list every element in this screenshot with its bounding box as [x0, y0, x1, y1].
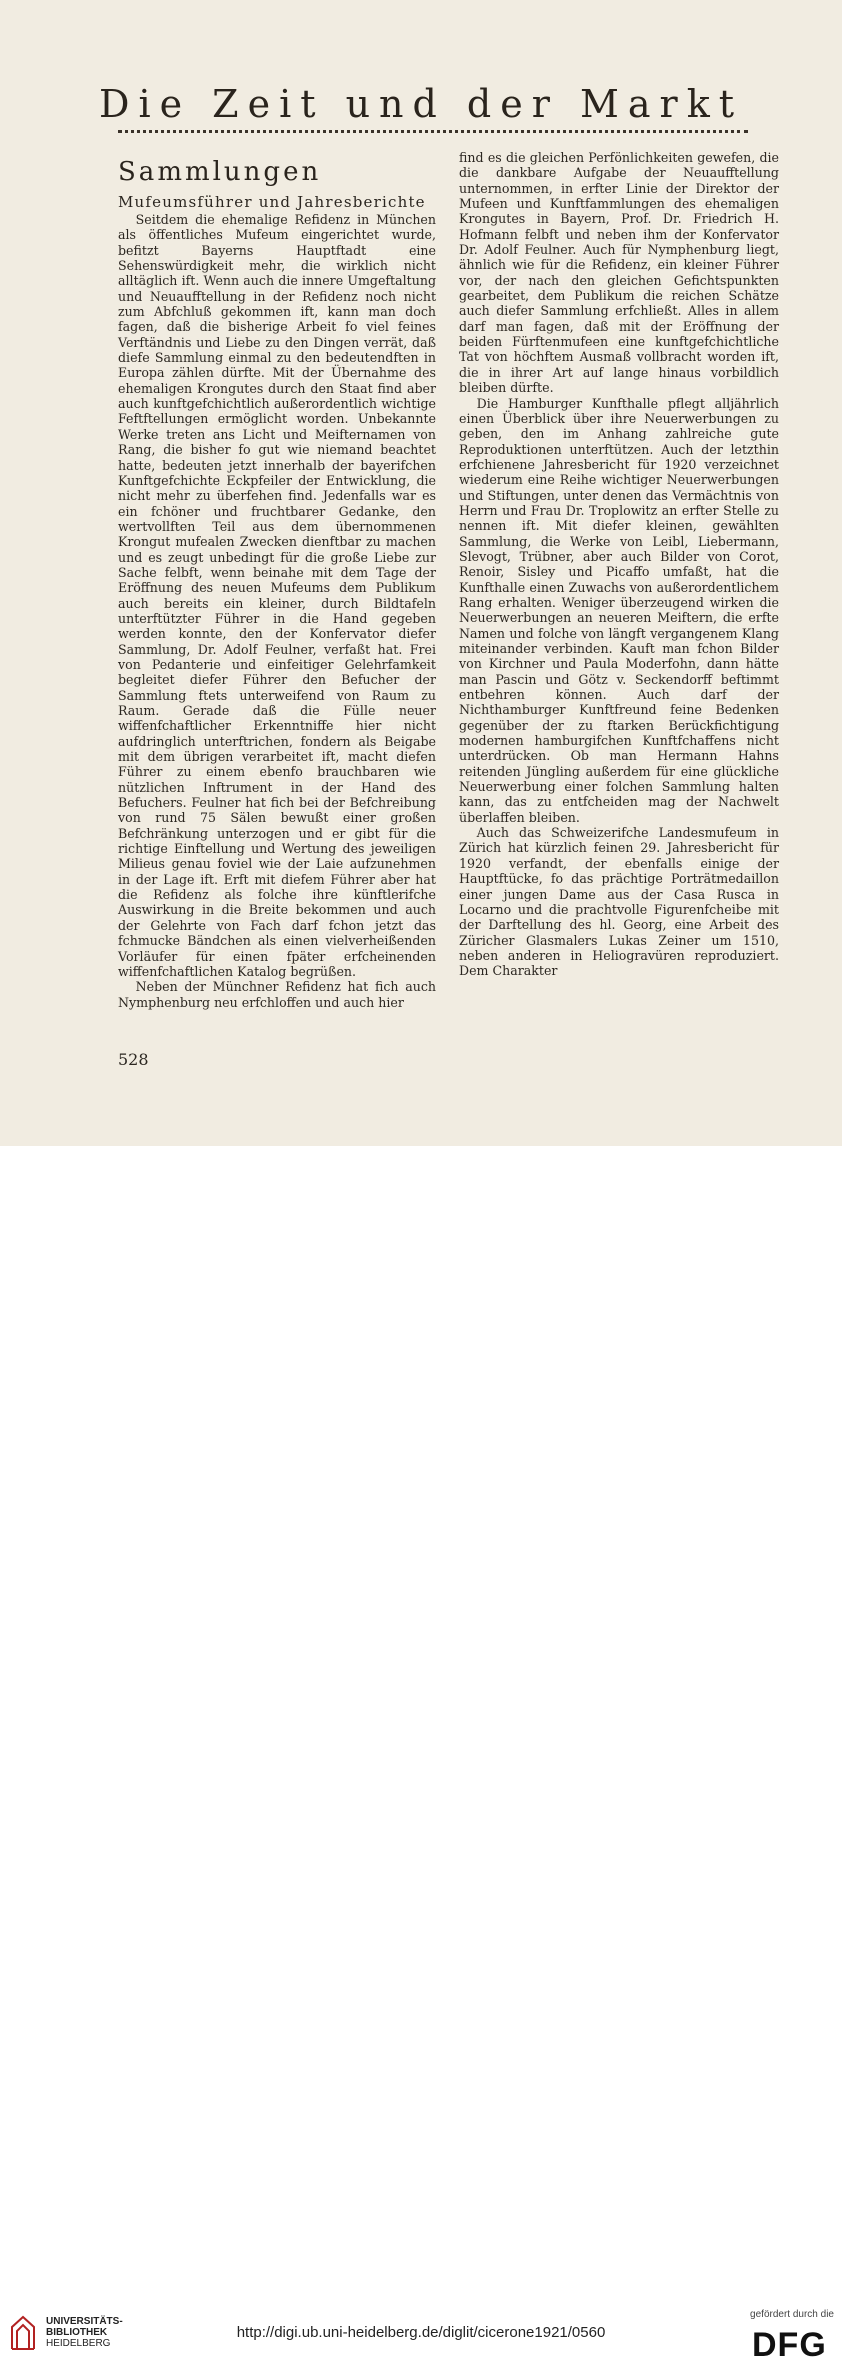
- footer-bar: [0, 1146, 842, 2364]
- digital-copy-url[interactable]: http://digi.ub.uni-heidelberg.de/diglit/cicerone1921/0560: [236, 2324, 606, 2341]
- funding-note: gefördert durch die: [750, 2309, 834, 2320]
- left-column: [118, 150, 436, 1010]
- paragraph: Auch das Schweizerifche Landesmufeum in Zürich hat kürzlich feinen 29. Jahresbericht für 1920 verfandt, der ebenfalls einige der Hauptftücke, fo das prächtige Porträtmedaillon einer jungen Dame aus der Casa Rusca in Locarno und die prachtvolle Figurenfcheibe mit der Darftellung des hl. Georg, eine Arbeit des Züricher Glasmalers Lukas Zeiner um 1510, neben anderen in Heliogravüren reproduziert. Dem Charakter: [459, 825, 779, 979]
- page-number: 528: [118, 1050, 149, 1069]
- paragraph: find es die gleichen Perfönlichkeiten gewefen, die die dankbare Aufgabe der Neuaufftellung unternommen, in erfter Linie der Direktor der Mufeen und Kunftfammlungen des ehemaligen Krongutes in Bayern, Prof. Dr. Friedrich H. Hofmann felbft und neben ihm der Konfervator Dr. Adolf Feulner. Auch für Nymphenburg liegt, ähnlich wie für die Refidenz, ein kleiner Führer vor, der nach den gleichen Gefichtspunkten gearbeitet, dem Publikum die reichen Schätze auch diefer Sammlung erfchließt. Alles in allem darf man fagen, daß mit der Eröffnung der beiden Fürftenmufeen eine kunftgefchichtliche Tat von höchftem Ausmaß vollbracht worden ift, die in ihrer Art auf lange hinaus vorbildlich bleiben dürfte.: [459, 150, 779, 396]
- institution-line: UNIVERSITÄTS-: [46, 2316, 123, 2327]
- dfg-logo: DFG: [752, 2326, 827, 2364]
- paragraph: Seitdem die ehemalige Refidenz in München als öffentliches Mufeum eingerichtet wurde, befitzt Bayerns Hauptftadt eine Sehenswürdigkeit mehr, die wirklich nicht alltäglich ift. Wenn auch die innere Umgeftaltung und Neuaufftellung in der Refidenz noch nicht zum Abfchluß gekommen ift, kann man doch fagen, daß die bisherige Arbeit fo viel feines Verftändnis und Liebe zu den Dingen verrät, daß diefe Sammlung einmal zu den bedeutendften in Europa zählen dürfte. Mit der Übernahme des ehemaligen Krongutes durch den Staat find aber auch kunftgefchichtlich außerordentlich wichtige Feftftellungen ermöglicht worden. Unbekannte Werke treten ans Licht und Meifternamen von Rang, die bisher fo gut wie niemand beachtet hatte, bedeuten jetzt innerhalb der bayerifchen Kunftgefchichte Eckpfeiler der Entwicklung, die nicht mehr zu überfehen find. Jedenfalls war es ein fchöner und fruchtbarer Gedanke, den wertvollften Teil aus dem übernommenen Krongut mufealen Zwecken dienftbar zu machen und es zeugt unbedingt für die große Liebe zur Sache felbft, wenn beinahe mit dem Tage der Eröffnung des neuen Mufeums dem Publikum auch bereits ein kleiner, durch Bildtafeln unterftützter Führer in die Hand gegeben werden konnte, den der Konfervator diefer Sammlung, Dr. Adolf Feulner, verfaßt hat. Frei von Pedanterie und einfeitiger Gelehrfamkeit begleitet diefer Führer den Befucher der Sammlung ftets unterweifend von Raum zu Raum. Gerade daß die Fülle neuer wiffenfchaftlicher Erkenntniffe hier nicht aufdringlich unterftrichen, fondern als Beigabe mit dem übrigen verarbeitet ift, macht diefen Führer zu einem ebenfo brauchbaren wie nützlichen Inftrument in der Hand des Befuchers. Feulner hat fich bei der Befchreibung von rund 75 Sälen bewußt einer großen Befchränkung unterzogen und er gibt für die richtige Einftellung und Wertung des jeweiligen Milieus genau foviel wie der Laie aufzunehmen in der Lage ift. Erft mit diefem Führer aber hat die Refidenz als folche ihre künftlerifche Auswirkung in die Breite bekommen und auch der Gelehrte von Fach darf fchon jetzt das fchmucke Bändchen als einen vielverheißenden Vorläufer für einen fpäter erfcheinenden wiffenfchaftlichen Katalog begrüßen.: [118, 212, 436, 979]
- institution-line: BIBLIOTHEK: [46, 2327, 108, 2338]
- running-header-title: Die Zeit und der Markt: [98, 82, 744, 126]
- paragraph: Neben der Münchner Refidenz hat fich auch Nymphenburg neu erfchloffen und auch hier: [118, 979, 436, 1010]
- section-title: Sammlungen: [118, 157, 322, 187]
- header-dotted-rule: [118, 130, 748, 136]
- institution-line: HEIDELBERG: [46, 2338, 111, 2349]
- section-subtitle: Mufeumsführer und Jahresberichte: [118, 193, 426, 211]
- scanned-page: [0, 0, 842, 1146]
- right-column: [459, 150, 779, 979]
- paragraph: Die Hamburger Kunfthalle pflegt alljährlich einen Überblick über ihre Neuerwerbungen zu geben, den im Anhang zahlreiche gute Reproduktionen unterftützen. Auch der letzthin erfchienene Jahresbericht für 1920 verzeichnet wiederum eine Reihe wichtiger Neuerwerbungen und Stiftungen, unter denen das Vermächtnis von Herrn und Frau Dr. Troplowitz an erfter Stelle zu nennen ift. Mit diefer kleinen, gewählten Sammlung, die Werke von Leibl, Liebermann, Slevogt, Trübner, aber auch Bilder von Corot, Renoir, Sisley und Picaffo umfaßt, hat die Kunfthalle einen Zuwachs von außerordentlichem Rang erhalten. Weniger überzeugend wirken die Neuerwerbungen an neueren Meiftern, die erfte Namen und folche von längft vergangenem Klang miteinander verbinden. Kauft man fchon Bilder von Kirchner und Paula Moderfohn, dann hätte man Pascin und Götz v. Seckendorff beftimmt entbehren können. Auch darf der Nichthamburger Kunftfreund feine Bedenken gegenüber der zu ftarken Berückfichtigung modernen hamburgifchen Kunftfchaffens nicht unterdrücken. Ob man Hermann Hahns reitenden Jüngling außerdem für eine glückliche Neuerwerbung einer folchen Sammlung halten kann, das zu entfcheiden mag der Nachwelt überlaffen bleiben.: [459, 395, 779, 825]
